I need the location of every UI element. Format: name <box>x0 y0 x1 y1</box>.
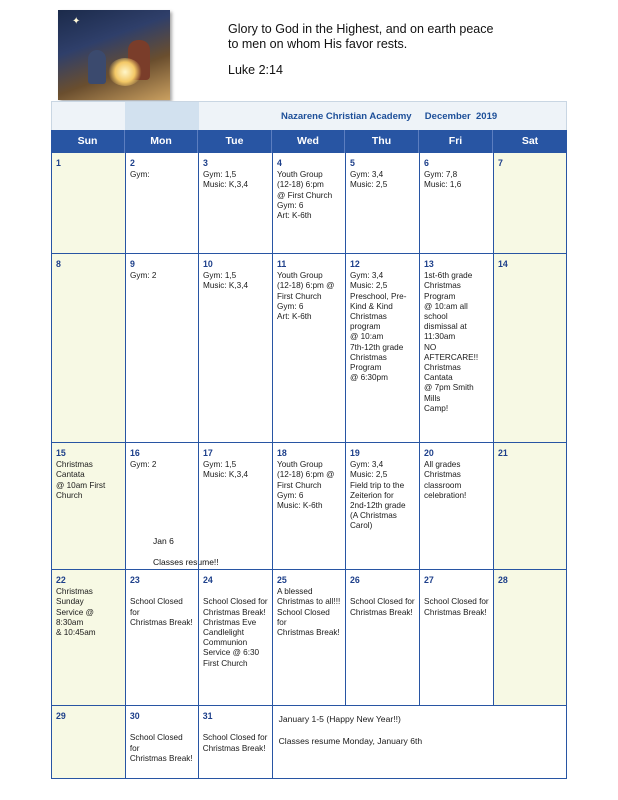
day-number: 5 <box>350 158 355 168</box>
event-text: @ 6:30pm <box>350 373 388 383</box>
day-number: 19 <box>350 448 360 458</box>
calendar-title-row <box>51 101 567 130</box>
event-text: Youth Group <box>277 460 323 470</box>
event-text: Christmas program <box>350 312 387 332</box>
event-text: (12-18) 6:pm <box>277 180 324 190</box>
calendar-title <box>281 111 497 122</box>
day-cell-19 <box>345 443 419 569</box>
day-cell-4 <box>272 153 345 253</box>
day-cell-7 <box>493 153 567 253</box>
event-text: Christmas to all!!! <box>277 597 341 607</box>
day-number: 12 <box>350 259 360 269</box>
day-number: 21 <box>498 448 508 458</box>
day-cell-2 <box>125 153 198 253</box>
weekday-header <box>51 130 567 153</box>
event-text <box>203 723 268 733</box>
day-cell-5 <box>345 153 419 253</box>
verse-line-1: Glory to God in the Highest, and on earth peace <box>228 22 494 36</box>
event-text <box>350 587 415 597</box>
event-text: @ 10:am <box>350 332 384 342</box>
day-cell-6 <box>419 153 493 253</box>
day-number: 6 <box>424 158 429 168</box>
day-cell-23 <box>125 570 198 705</box>
day-cell-25 <box>272 570 345 705</box>
day-number: 14 <box>498 259 508 269</box>
event-text: Gym: 6 <box>277 490 304 500</box>
day-cell-1 <box>51 153 125 253</box>
event-text: First Church <box>277 480 322 490</box>
day-number: 29 <box>56 711 66 721</box>
event-text: @ First Church <box>277 190 333 200</box>
event-text: All grades <box>424 460 461 470</box>
event-text: Church <box>56 490 83 500</box>
day-cell-30 <box>125 706 198 778</box>
event-text: Gym: 3,4 <box>350 460 384 470</box>
event-text: Candlelight <box>203 628 244 638</box>
event-text: Gym: 2 <box>130 271 157 281</box>
event-text: Christmas Break! <box>350 607 413 617</box>
day-cell-17 <box>198 443 272 569</box>
weekday-thu: Thu <box>345 130 419 153</box>
weekday-wed: Wed <box>272 130 345 153</box>
day-number: 11 <box>277 259 287 269</box>
day-cell-12 <box>345 254 419 442</box>
day-number: 17 <box>203 448 213 458</box>
event-text: School Closed for <box>203 597 268 607</box>
event-text: School Closed for <box>130 597 183 617</box>
event-text: Christmas <box>424 470 461 480</box>
event-text: Youth Group <box>277 170 323 180</box>
day-cell-15 <box>51 443 125 569</box>
january-note-line-2: Classes resume Monday, January 6th <box>278 736 423 746</box>
day-number: 30 <box>129 711 140 721</box>
event-text: Communion <box>203 638 248 648</box>
event-text: @ 10:am all school <box>424 301 468 322</box>
event-text: Gym: 1,5 <box>203 170 237 180</box>
event-text: classroom <box>424 480 462 490</box>
day-cell-11 <box>272 254 345 442</box>
event-text: Music: K,3,4 <box>203 281 249 291</box>
event-text: Christmas Break! <box>277 628 340 638</box>
day-cell-13 <box>419 254 493 442</box>
event-text: (12-18) 6:pm @ <box>277 281 335 291</box>
week-row <box>51 570 567 706</box>
event-text: Christmas Eve <box>203 617 257 627</box>
event-text: School Closed for <box>424 597 489 607</box>
nativity-image <box>58 10 170 100</box>
event-text: Christmas Break! <box>129 753 193 763</box>
event-text <box>203 587 268 597</box>
event-text: Camp! <box>424 403 449 413</box>
day-number: 10 <box>203 259 213 269</box>
jan6-note: Jan 6 <box>153 536 174 546</box>
day-number: 15 <box>56 448 66 458</box>
event-text: Christmas Break! <box>424 607 487 617</box>
event-text: Music: K-6th <box>277 501 323 511</box>
day-cell-26 <box>345 570 419 705</box>
event-text: Gym: 6 <box>277 200 304 210</box>
day-cell-28 <box>493 570 567 705</box>
day-cell-20 <box>419 443 493 569</box>
day-number: 9 <box>130 259 135 269</box>
event-text: celebration! <box>424 490 467 500</box>
day-cell-21 <box>493 443 567 569</box>
school-name: Nazarene Christian Academy <box>281 111 412 122</box>
figure-shape <box>88 50 106 84</box>
verse-reference: Luke 2:14 <box>228 63 283 77</box>
week-row <box>51 254 567 443</box>
week-row <box>51 706 567 779</box>
event-text: NO <box>424 342 437 352</box>
event-text: Gym: 6 <box>277 301 304 311</box>
day-number: 20 <box>424 448 434 458</box>
day-cell-9 <box>125 254 198 442</box>
day-number: 13 <box>424 259 434 269</box>
event-text: dismissal at <box>424 322 467 332</box>
day-number: 23 <box>130 575 140 585</box>
week-row <box>51 153 567 254</box>
event-text: 11:30am <box>424 332 456 342</box>
week-row <box>51 443 567 570</box>
day-cell-18 <box>272 443 345 569</box>
event-text: AFTERCARE!! <box>424 352 479 362</box>
event-text: Kind & Kind <box>350 301 393 311</box>
weekday-mon: Mon <box>125 130 198 153</box>
day-cell-24 <box>198 570 272 705</box>
day-cell-29 <box>51 706 125 778</box>
event-text: Gym: 1,5 <box>203 460 237 470</box>
event-text: School Closed for <box>277 607 330 627</box>
weekday-tue: Tue <box>198 130 272 153</box>
day-cell-27 <box>419 570 493 705</box>
event-text: (A Christmas <box>350 511 397 521</box>
event-text: @ 10am First <box>56 480 106 490</box>
day-number: 7 <box>498 158 503 168</box>
event-text: @ 7pm Smith Mills <box>424 383 474 403</box>
bible-verse <box>228 22 493 78</box>
event-text: Music: 1,6 <box>424 180 462 190</box>
event-text: First Church <box>277 291 322 301</box>
day-cell-14 <box>493 254 567 442</box>
event-text: Christmas Program <box>424 281 461 301</box>
event-text: A blessed <box>277 587 313 597</box>
day-number: 22 <box>56 575 66 585</box>
event-text: Christmas Break! <box>202 743 266 753</box>
day-number: 27 <box>424 575 434 585</box>
event-text: Music: 2,5 <box>350 281 388 291</box>
event-text: 1st-6th grade <box>424 271 473 281</box>
day-number: 4 <box>277 158 282 168</box>
day-cell-16 <box>125 443 198 569</box>
event-text: Gym: 2 <box>130 460 157 470</box>
event-text: Christmas Break! <box>203 607 266 617</box>
event-text <box>130 587 194 597</box>
day-cell-10 <box>198 254 272 442</box>
day-number: 2 <box>130 158 135 168</box>
day-number: 24 <box>203 575 213 585</box>
event-text: Gym: <box>130 170 150 180</box>
event-text: Christmas Break! <box>130 617 193 627</box>
day-number: 25 <box>277 575 287 585</box>
day-number: 3 <box>203 158 208 168</box>
event-text: Gym: 3,4 <box>350 271 384 281</box>
calendar <box>51 101 567 779</box>
event-text: School Closed for <box>350 597 415 607</box>
event-text: Carol) <box>350 521 373 531</box>
event-text: Gym: 7,8 <box>424 170 458 180</box>
event-text: Christmas Program <box>350 352 387 373</box>
event-text: & 10:45am <box>56 628 96 638</box>
event-text: Christmas Sunday <box>56 587 93 607</box>
weekday-fri: Fri <box>419 130 493 153</box>
event-text: Art: K-6th <box>277 312 312 322</box>
day-number: 18 <box>277 448 287 458</box>
event-text <box>424 587 489 597</box>
day-number: 16 <box>130 448 140 458</box>
day-number: 8 <box>56 259 61 269</box>
event-text: Christmas Cantata <box>424 363 461 383</box>
day-cell-3 <box>198 153 272 253</box>
day-number: 1 <box>56 158 61 168</box>
event-text: Field trip to the <box>350 480 405 490</box>
month-label: December 2019 <box>424 111 498 122</box>
event-text: Gym: 3,4 <box>350 170 384 180</box>
event-text: First Church <box>203 658 248 668</box>
event-text: School Closed for <box>129 733 183 753</box>
event-text <box>130 723 194 733</box>
event-text: Youth Group <box>277 271 323 281</box>
event-text: 7th-12th grade <box>350 342 404 352</box>
event-text: Zeiterion for <box>350 490 394 500</box>
event-text: Christmas Cantata <box>56 460 93 480</box>
event-text: 2nd-12th grade <box>350 501 406 511</box>
event-text: Music: 2,5 <box>350 470 388 480</box>
january-note <box>272 706 567 778</box>
january-note-line-1: January 1-5 (Happy New Year!!) <box>278 714 401 724</box>
day-cell-22 <box>51 570 125 705</box>
event-text: Music: K,3,4 <box>203 180 249 190</box>
weekday-sat: Sat <box>521 135 539 147</box>
event-text: (12-18) 6:pm @ <box>277 470 335 480</box>
day-cell-8 <box>51 254 125 442</box>
weekday-sun: Sun <box>51 130 125 153</box>
event-text: Service @ 8:30am <box>56 607 94 627</box>
event-text: Service @ 6:30 <box>203 648 260 658</box>
star-icon: ✦ <box>72 16 81 27</box>
event-text: School Closed for <box>202 733 268 743</box>
event-text: Music: K,3,4 <box>203 470 249 480</box>
event-text: Preschool, Pre- <box>350 291 407 301</box>
day-number: 28 <box>498 575 508 585</box>
day-cell-31 <box>198 706 272 778</box>
verse-line-2: to men on whom His favor rests. <box>228 37 408 51</box>
day-number: 26 <box>350 575 360 585</box>
event-text: Gym: 1,5 <box>203 271 237 281</box>
event-text: Art: K-6th <box>277 211 312 221</box>
classes-resume-note: Classes resume!! <box>153 557 219 567</box>
event-text: Music: 2,5 <box>350 180 388 190</box>
day-number: 31 <box>202 711 213 721</box>
manger-glow <box>108 58 142 86</box>
